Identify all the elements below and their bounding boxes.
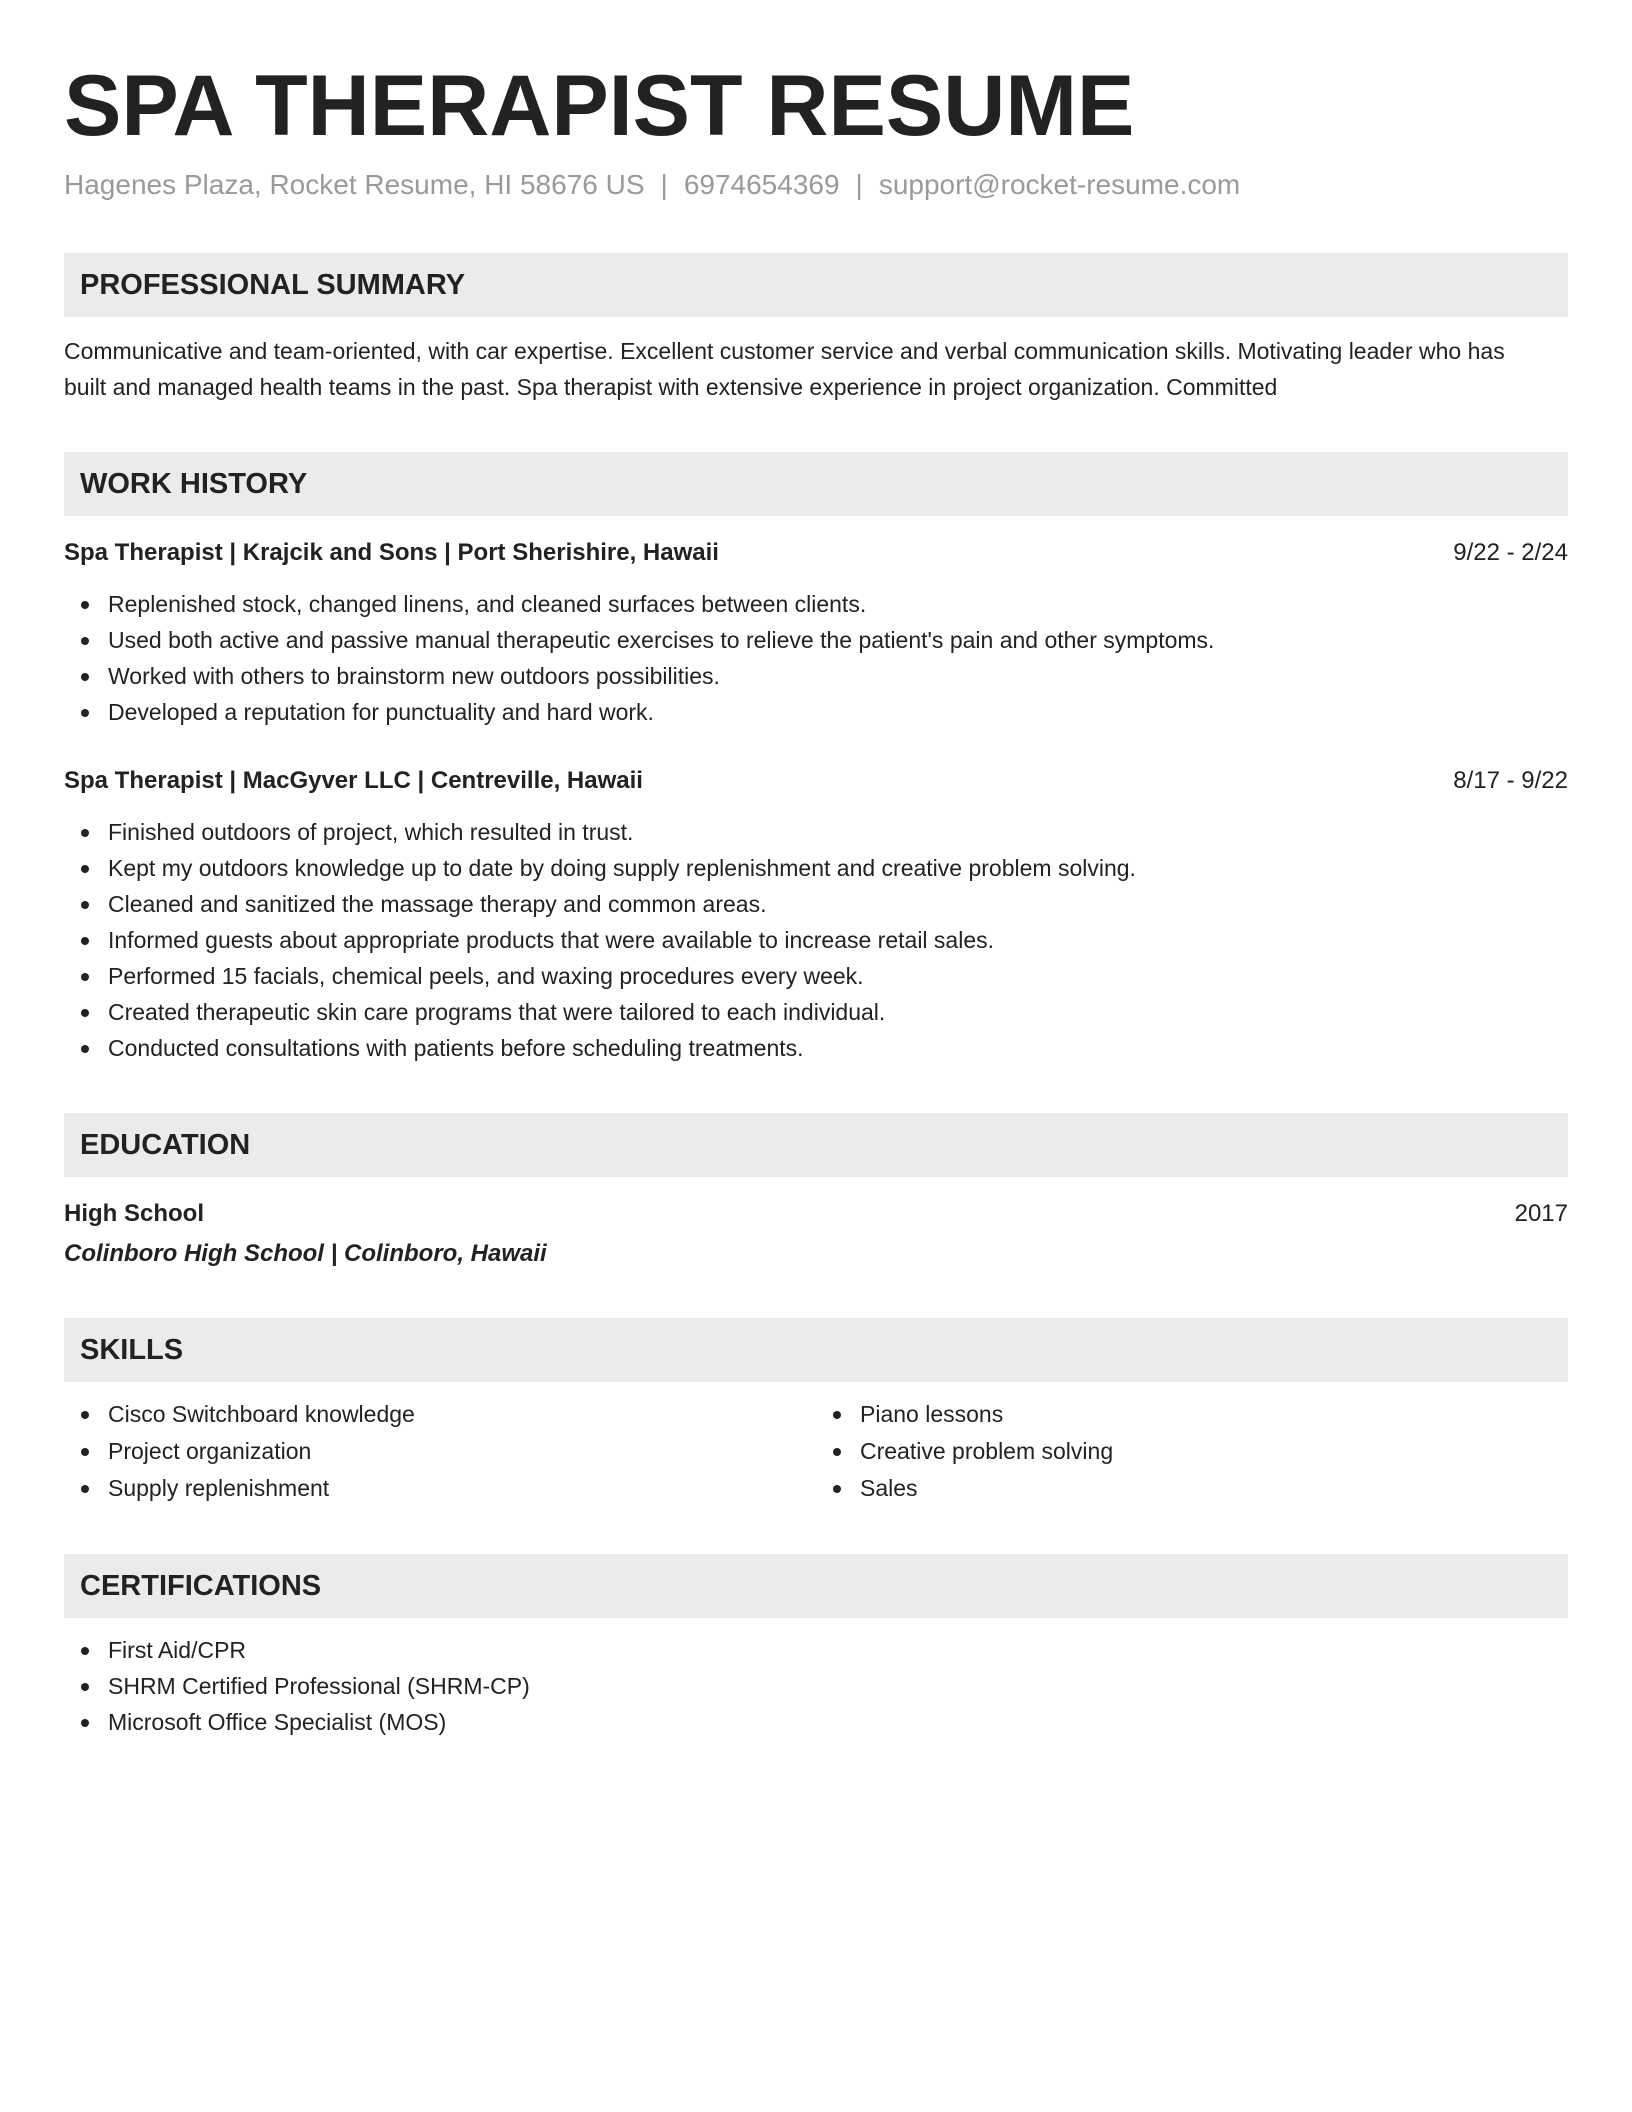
- skill-item: Supply replenishment: [64, 1470, 816, 1507]
- education-header: [64, 1197, 1568, 1231]
- certifications-heading: CERTIFICATIONS: [64, 1554, 1568, 1618]
- job-bullet: Conducted consultations with patients before scheduling treatments.: [64, 1030, 1568, 1066]
- job-bullets: [64, 586, 1568, 730]
- skill-item: Cisco Switchboard knowledge: [64, 1396, 816, 1433]
- skill-item: Sales: [816, 1470, 1568, 1507]
- contact-address: Hagenes Plaza, Rocket Resume, HI 58676 US: [64, 169, 645, 200]
- skill-item: Piano lessons: [816, 1396, 1568, 1433]
- education-heading: EDUCATION: [64, 1113, 1568, 1177]
- job-bullet: Kept my outdoors knowledge up to date by doing supply replenishment and creative problem solving.: [64, 850, 1568, 886]
- contact-email: support@rocket-resume.com: [878, 169, 1241, 200]
- job-dates: 8/17 - 9/22: [1453, 767, 1568, 794]
- job-title: Spa Therapist | Krajcik and Sons | Port Sherishire, Hawaii: [64, 539, 719, 566]
- contact-separator: |: [660, 169, 668, 200]
- certification-item: SHRM Certified Professional (SHRM-CP): [64, 1668, 1568, 1704]
- education-school: Colinboro High School | Colinboro, Hawaii: [64, 1240, 547, 1267]
- skills-heading: SKILLS: [64, 1318, 1568, 1382]
- job-bullet: Informed guests about appropriate products that were available to increase retail sales.: [64, 922, 1568, 958]
- job-bullet: Developed a reputation for punctuality and hard work.: [64, 694, 1568, 730]
- job-bullet: Replenished stock, changed linens, and cleaned surfaces between clients.: [64, 586, 1568, 622]
- skill-item: Creative problem solving: [816, 1433, 1568, 1470]
- job-entry: [64, 536, 1568, 730]
- job-bullet: Worked with others to brainstorm new outdoors possibilities.: [64, 658, 1568, 694]
- education-year: 2017: [1514, 1200, 1568, 1227]
- job-bullet: Finished outdoors of project, which resulted in trust.: [64, 814, 1568, 850]
- contact-line: [64, 166, 1568, 204]
- summary-text: Communicative and team-oriented, with car expertise. Excellent customer service and verbal communication skills. Motivating leader who has built and managed health teams in the past. Spa therapist with extensive experience in project organization. Committed: [64, 338, 1505, 400]
- certification-item: First Aid/CPR: [64, 1632, 1568, 1668]
- job-bullet: Performed 15 facials, chemical peels, and waxing procedures every week.: [64, 958, 1568, 994]
- job-header: [64, 764, 1568, 798]
- contact-phone: 6974654369: [683, 169, 840, 200]
- job-bullet: Used both active and passive manual therapeutic exercises to relieve the patient's pain and other symptoms.: [64, 622, 1568, 658]
- job-bullet: Cleaned and sanitized the massage therapy and common areas.: [64, 886, 1568, 922]
- education-entry: [64, 1197, 1568, 1271]
- resume-title: SPA THERAPIST RESUME: [64, 58, 1135, 154]
- job-entry: [64, 764, 1568, 1066]
- certifications-list: [64, 1632, 1568, 1740]
- certifications-section: [64, 1632, 1568, 1740]
- job-title: Spa Therapist | MacGyver LLC | Centreville, Hawaii: [64, 767, 643, 794]
- skills-grid: [64, 1396, 1568, 1507]
- job-dates: 9/22 - 2/24: [1453, 539, 1568, 566]
- job-bullets: [64, 814, 1568, 1066]
- certification-item: Microsoft Office Specialist (MOS): [64, 1704, 1568, 1740]
- contact-separator: |: [855, 169, 863, 200]
- education-degree: High School: [64, 1200, 204, 1227]
- skills-column-left: [64, 1396, 816, 1507]
- work-history-heading: WORK HISTORY: [64, 452, 1568, 516]
- summary-heading: PROFESSIONAL SUMMARY: [64, 253, 1568, 317]
- skills-column-right: [816, 1396, 1568, 1507]
- job-header: [64, 536, 1568, 570]
- job-bullet: Created therapeutic skin care programs that were tailored to each individual.: [64, 994, 1568, 1030]
- skill-item: Project organization: [64, 1433, 816, 1470]
